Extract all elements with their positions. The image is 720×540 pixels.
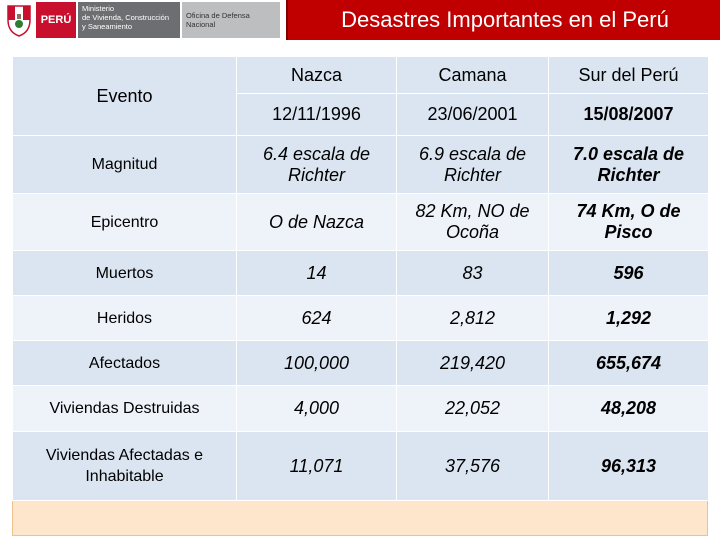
column-date: 15/08/2007	[549, 94, 709, 136]
table-cell: 1,292	[549, 296, 709, 341]
table-row	[13, 432, 709, 501]
coat-of-arms-icon	[4, 2, 34, 38]
row-label: Magnitud	[13, 136, 237, 194]
office-label: Oficina de Defensa Nacional	[182, 2, 280, 38]
header	[0, 0, 720, 42]
table-cell: 11,071	[237, 432, 397, 501]
column-name: Sur del Perú	[549, 57, 709, 94]
corner-label: Evento	[13, 57, 237, 136]
table-cell: 4,000	[237, 386, 397, 432]
row-label: Viviendas Afectadas e Inhabitable	[13, 432, 237, 501]
table-row	[13, 341, 709, 386]
ministry-line: de Vivienda, Construcción	[82, 13, 169, 22]
peru-label: PERÚ	[36, 2, 76, 38]
page-title: Desastres Importantes en el Perú	[286, 0, 720, 40]
table-cell: 83	[397, 251, 549, 296]
table-cell: 74 Km, O de Pisco	[549, 194, 709, 251]
table-cell: 96,313	[549, 432, 709, 501]
row-label: Muertos	[13, 251, 237, 296]
column-name: Nazca	[237, 57, 397, 94]
ministry-label	[78, 2, 180, 38]
table-cell: O de Nazca	[237, 194, 397, 251]
column-name: Camana	[397, 57, 549, 94]
table-cell: 624	[237, 296, 397, 341]
row-label: Viviendas Destruidas	[13, 386, 237, 432]
table-cell: 6.9 escala de Richter	[397, 136, 549, 194]
ministry-line: y Saneamiento	[82, 22, 133, 31]
row-label: Epicentro	[13, 194, 237, 251]
column-date: 12/11/1996	[237, 94, 397, 136]
table-header-row	[13, 57, 709, 94]
row-label: Afectados	[13, 341, 237, 386]
row-label: Heridos	[13, 296, 237, 341]
table-row	[13, 136, 709, 194]
table-row	[13, 386, 709, 432]
table-cell: 48,208	[549, 386, 709, 432]
table-cell: 82 Km, NO de Ocoña	[397, 194, 549, 251]
table-cell: 22,052	[397, 386, 549, 432]
table-row	[13, 296, 709, 341]
table-cell: 2,812	[397, 296, 549, 341]
table-row	[13, 251, 709, 296]
table-cell: 37,576	[397, 432, 549, 501]
column-date: 23/06/2001	[397, 94, 549, 136]
table-row	[13, 194, 709, 251]
table-cell: 14	[237, 251, 397, 296]
table-cell: 596	[549, 251, 709, 296]
disasters-table	[12, 56, 709, 501]
table-cell: 7.0 escala de Richter	[549, 136, 709, 194]
table-cell: 655,674	[549, 341, 709, 386]
table-cell: 100,000	[237, 341, 397, 386]
table-cell: 219,420	[397, 341, 549, 386]
ministry-line: Ministerio	[82, 4, 115, 13]
table-cell: 6.4 escala de Richter	[237, 136, 397, 194]
